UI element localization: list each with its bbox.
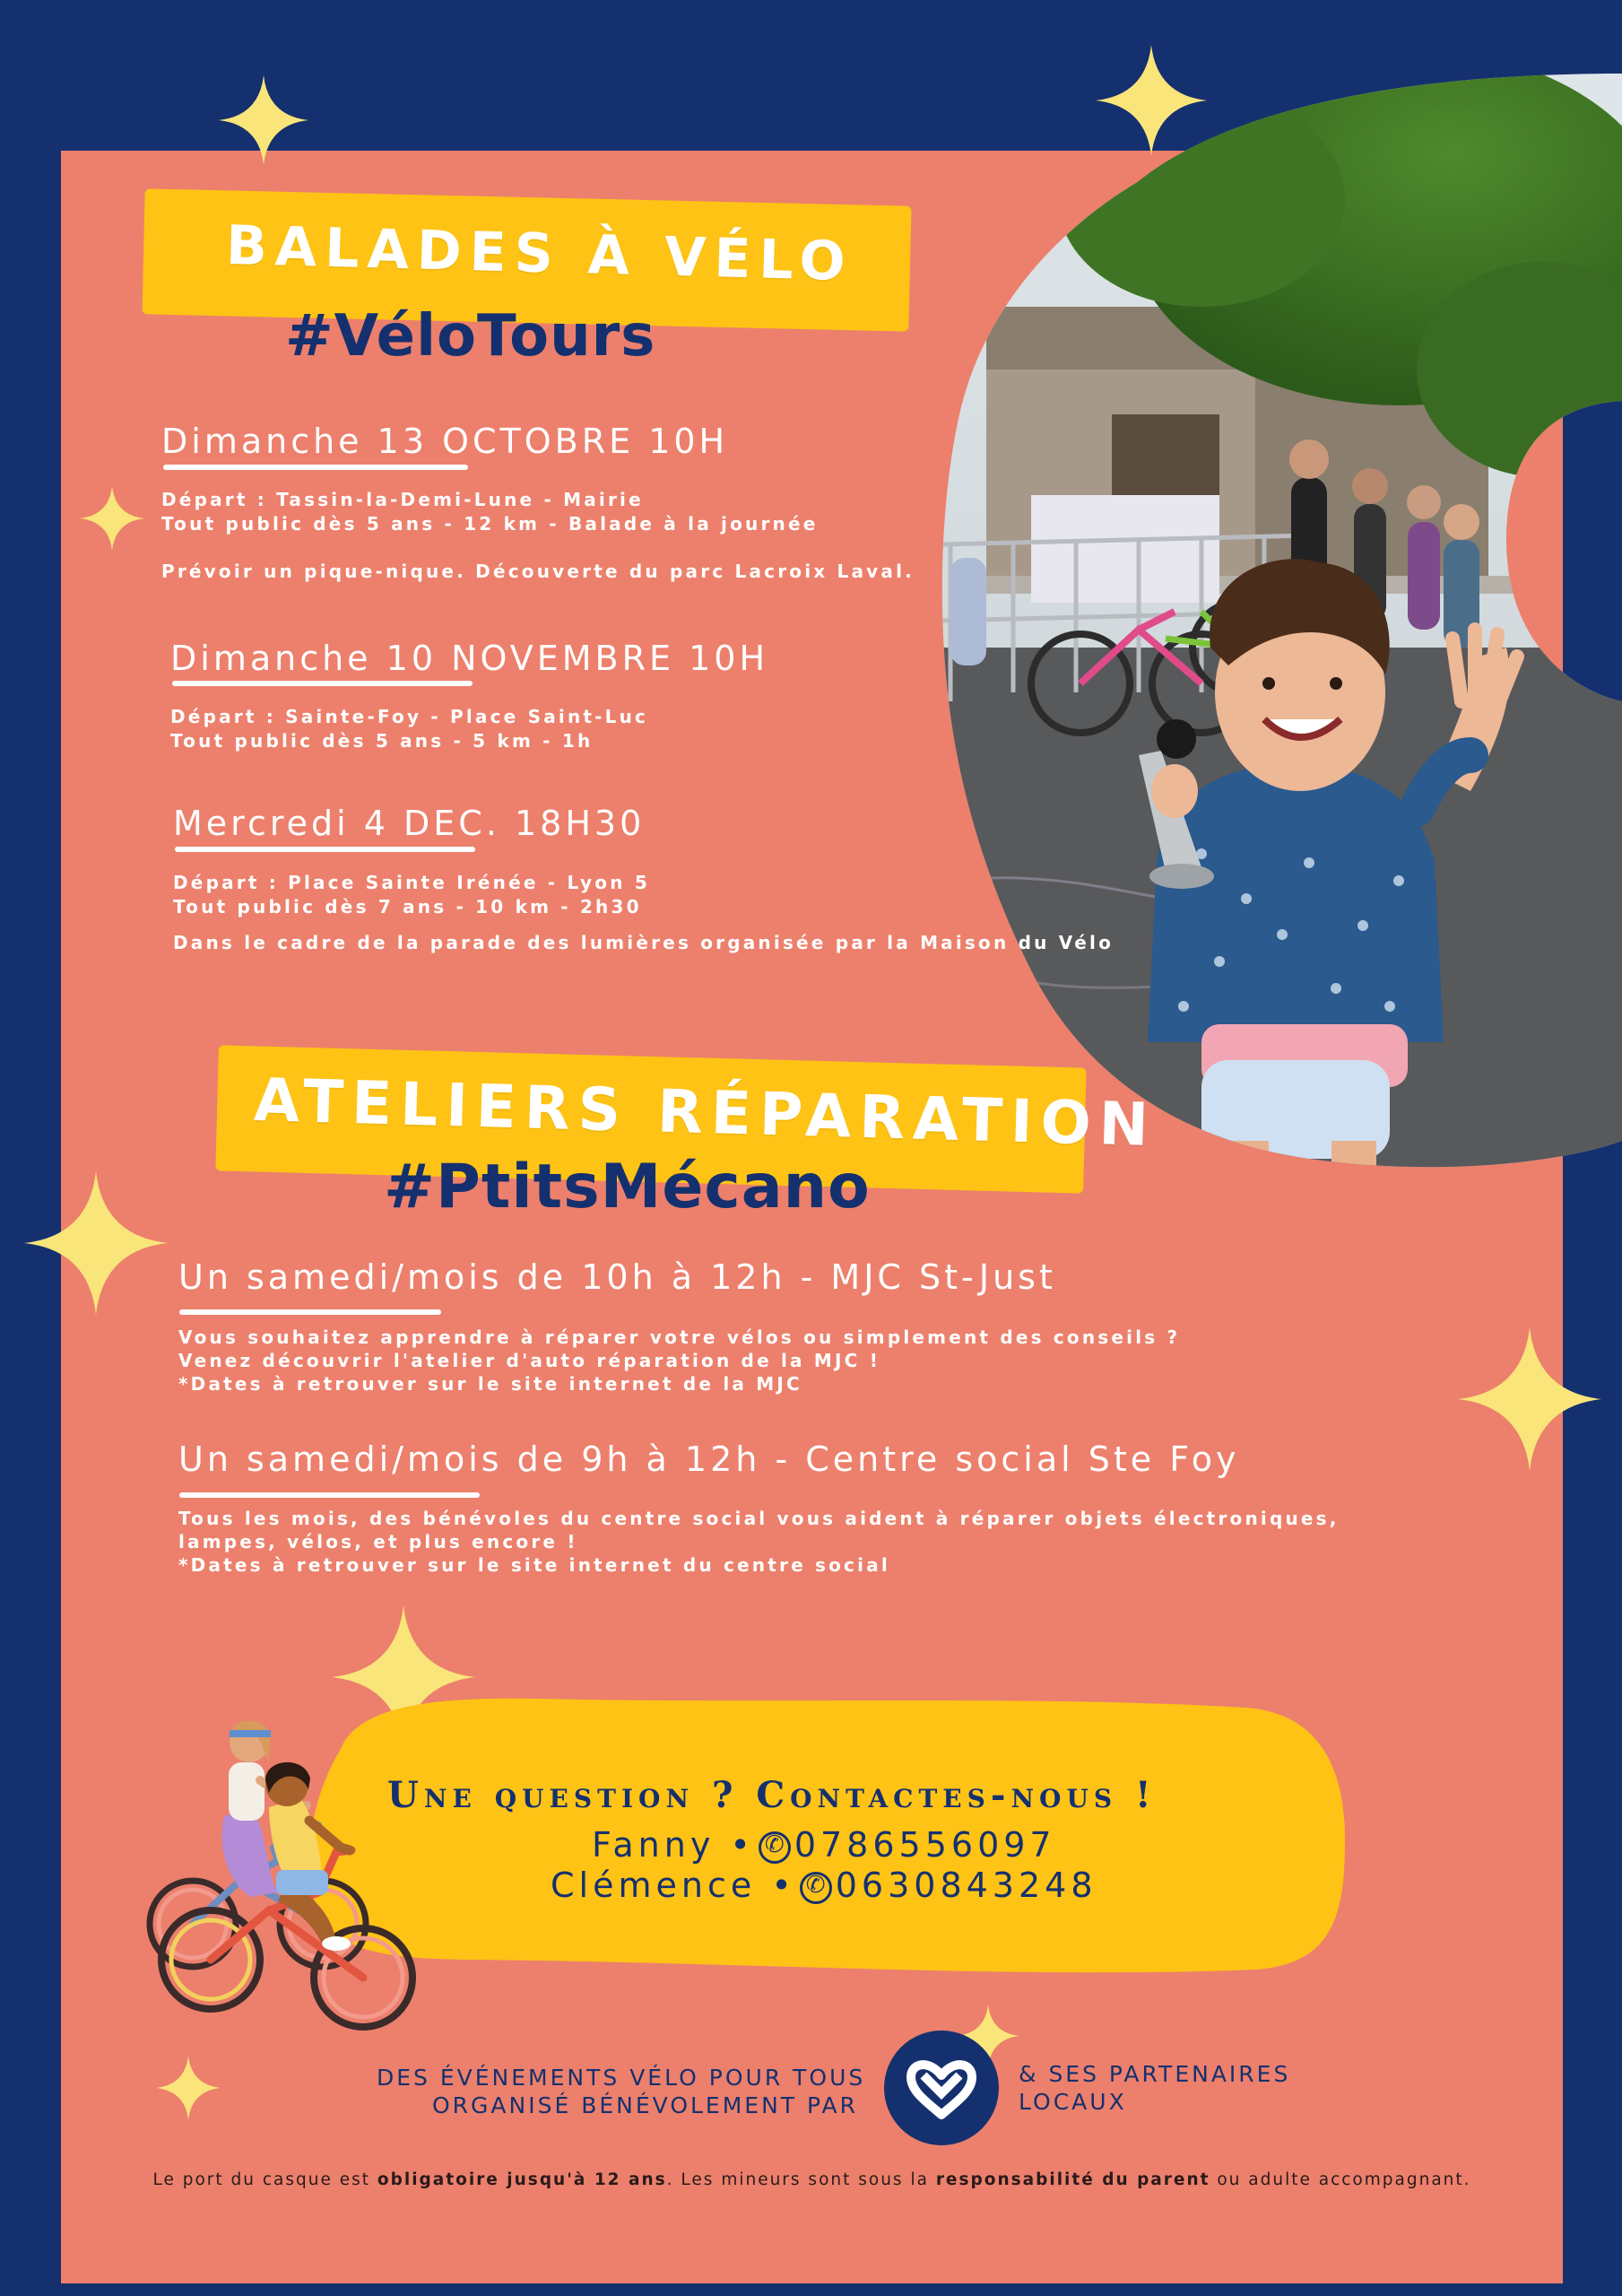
workshop2-line2: lampes, vélos, et plus encore ! — [178, 1531, 578, 1552]
section1-hashtag: #VéloTours — [285, 303, 656, 370]
workshop1-title: Un samedi/mois de 10h à 12h - MJC St-Just — [178, 1257, 1056, 1297]
contact-phone[interactable]: 0786556097 — [794, 1825, 1056, 1865]
child-photo — [932, 74, 1622, 1168]
disclaimer-text: . Les mineurs sont sous la — [666, 2170, 936, 2189]
contact-fanny — [592, 1825, 1056, 1865]
sparkle-star-icon — [156, 2056, 221, 2120]
helmet-disclaimer — [61, 2170, 1563, 2189]
sparkle-star-icon — [219, 75, 308, 165]
workshop1-underline — [179, 1309, 441, 1315]
event3-line1: Départ : Place Sainte Irénée - Lyon 5 — [173, 872, 650, 893]
event2-underline — [172, 681, 473, 686]
footer-right-line1: & SES PARTENAIRES — [1019, 2061, 1291, 2087]
contact-clemence — [551, 1866, 1097, 1905]
event2-title: Dimanche 10 NOVEMBRE 10H — [170, 639, 769, 678]
event1-underline — [163, 465, 468, 470]
contact-separator: • — [730, 1825, 755, 1865]
footer-left-line1: DES ÉVÉNEMENTS VÉLO POUR TOUS — [377, 2065, 866, 2091]
contact-heading: Une question ? Contactes-nous ! — [387, 1774, 1157, 1816]
disclaimer-bold: obligatoire jusqu'à 12 ans — [377, 2170, 667, 2189]
contact-name: Clémence — [551, 1866, 757, 1905]
workshop2-line3: *Dates à retrouver sur le site internet du centre social — [178, 1554, 890, 1576]
contact-separator: • — [771, 1866, 796, 1905]
footer-right-line2: LOCAUX — [1019, 2089, 1127, 2115]
section1-banner-title: BALADES À VÉLO — [225, 213, 854, 294]
section2-banner-title: ATELIERS RÉPARATION — [253, 1065, 1158, 1161]
contact-phone[interactable]: 0630843248 — [835, 1866, 1097, 1905]
workshop1-line3: *Dates à retrouver sur le site internet de la MJC — [178, 1373, 802, 1395]
phone-icon — [800, 1872, 832, 1904]
event1-line1: Départ : Tassin-la-Demi-Lune - Mairie — [161, 489, 644, 510]
disclaimer-text: Le port du casque est — [152, 2170, 377, 2189]
event3-note: Dans le cadre de la parade des lumières organisée par la Maison du Vélo — [173, 932, 1115, 953]
sparkle-star-icon — [1096, 45, 1207, 156]
event3-underline — [175, 847, 475, 852]
workshop2-line1: Tous les mois, des bénévoles du centre social vous aident à réparer objets électroniques, — [178, 1508, 1340, 1529]
disclaimer-bold: responsabilité du parent — [935, 2170, 1210, 2189]
workshop1-line2: Venez découvrir l'atelier d'auto réparation de la MJC ! — [178, 1350, 881, 1371]
sparkle-star-icon — [24, 1171, 168, 1315]
event3-line2: Tout public dès 7 ans - 10 km - 2h30 — [173, 896, 642, 918]
sparkle-star-icon — [1458, 1327, 1601, 1471]
phone-icon — [759, 1831, 791, 1864]
sparkle-star-icon — [80, 486, 144, 551]
workshop2-underline — [179, 1492, 480, 1498]
heart-logo-icon — [884, 2031, 999, 2145]
workshop2-title: Un samedi/mois de 9h à 12h - Centre social Ste Foy — [178, 1439, 1240, 1479]
event2-line2: Tout public dès 5 ans - 5 km - 1h — [170, 730, 594, 752]
workshop1-line1: Vous souhaitez apprendre à réparer votre vélos ou simplement des conseils ? — [178, 1326, 1181, 1348]
footer-left-line2: ORGANISÉ BÉNÉVOLEMENT PAR — [432, 2092, 858, 2118]
cyclist-illustration — [143, 1700, 520, 2049]
section2-hashtag: #PtitsMécano — [384, 1152, 871, 1222]
event2-line1: Départ : Sainte-Foy - Place Saint-Luc — [170, 706, 649, 727]
event1-note: Prévoir un pique-nique. Découverte du parc Lacroix Laval. — [161, 561, 915, 582]
event3-title: Mercredi 4 DEC. 18H30 — [173, 804, 646, 843]
event1-title: Dimanche 13 OCTOBRE 10H — [161, 422, 729, 461]
contact-name: Fanny — [592, 1825, 716, 1865]
event1-line2: Tout public dès 5 ans - 12 km - Balade à la journée — [161, 513, 819, 535]
disclaimer-text: ou adulte accompagnant. — [1210, 2170, 1471, 2189]
